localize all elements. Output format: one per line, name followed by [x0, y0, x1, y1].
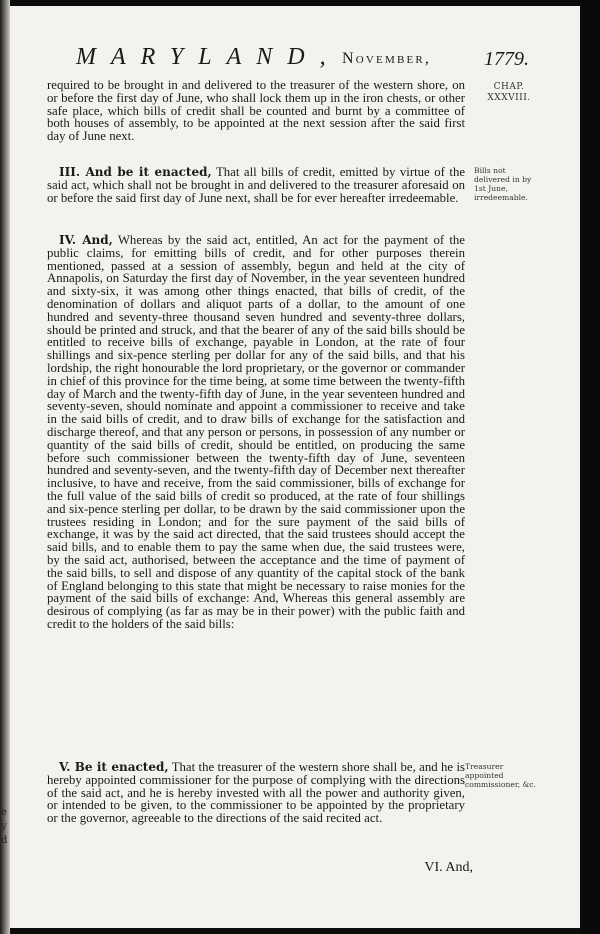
scan-border — [580, 0, 600, 934]
catchword: VI. And, — [424, 860, 473, 875]
running-header — [76, 44, 546, 74]
section-v — [47, 761, 465, 845]
header-title: MARYLAND, — [76, 44, 341, 70]
header-year: 1779. — [484, 48, 529, 70]
paragraph-continued: required to be brought in and delivered to the treasurer of the western shore, on or before the first day of June, who shall lock them up in the iron chests, or other safe place, which bills of credit shall be counted and burnt by a committee of both houses of assembly, to be appointed at the next session after the said first day of June next. — [47, 78, 465, 144]
header-month: November, — [342, 50, 432, 67]
section-iii — [47, 166, 465, 224]
chapter-sidenote: CHAP. XXXVIII. — [487, 82, 531, 103]
treasurer-sidenote: Treasurer appointed commissioner, &c. — [465, 762, 536, 789]
section-iv — [47, 234, 465, 746]
section-v-text: That the treasurer of the western shore shall be, and he is hereby appointed commissioner for the purpose of complying with the directions of the said act, and he is hereby invested with all the power and authority given, or intended to be given, to the commissioner to be appointed by the proprietary or the governor, agreeable to the directions of the said recited act. — [47, 760, 466, 826]
bills-sidenote: Bills not delivered in by 1st June, irredeemable. — [474, 166, 532, 202]
section-iii-text: That all bills of credit, emitted by virtue of the said act, which shall not be brought in and delivered to the treasurer aforesaid on or before the said first day of June next, shall be for ever hereafter irredeemable. — [47, 165, 466, 205]
section-iv-text: Whereas by the said act, entitled, An act for the payment of the public claims, for emitting bills of credit, and for other purposes therein mentioned, passed at a session of assembly, begun and held at the city of Annapolis, on Saturday the first day of November, in the year seventeen hundred and sixty-six, it was among other things enacted, that bills of credit, of the denomination of dollars and aliquot parts of a dollar, to the amount of one hundred and seventy-three thousand seven hundred and seventy-three dollars, should be printed and struck, and that the bearer of any of the said bills should be entitled to receive bills of exchange, payable in London, at the rate of four shillings and six-pence sterling per dollar for any of the said bills, and that his lordship, the right honourable the lord proprietary, or the governor or commander in chief of this province for the time being, at some time between the twenty-fifth day of March and the twenty-fifth day of June, in the year seventeen hundred and seventy-seven, should nominate and appoint a commissioner to receive and take in the said bills of credit, and to draw bills of exchange for the satisfaction and discharge thereof, and that any person or persons, in possession of any number or quantity of the said bills of credit, should be entitled, on producing the same before such commissioner between the twenty-fifth day of June, seventeen hundred and seventy-seven, and the twenty-fifth day of December next thereafter inclusive, to have and receive, from the said commissioner, bills of exchange for the full value of the said bills of credit so produced, at the rate of four shillings and six-pence sterling per dollar, to be drawn by the said commissioner upon the trustees residing in London; and for the sure payment of the said bills of exchange, it was by the said act directed, that the said trustees should accept the said bills, and to enable them to pay the same when due, the said trustees were, by the said act, authorised, between the acceptance and the time of payment of the said bills, to sell and dispose of any quantity of the capital stock of the bank of England belonging to this state that might be necessary to raise monies for the payment of the said bills of exchange: And, Whereas this general assembly are desirous of complying (as far as may be in their power) with the public faith and credit to the holders of the said bills: — [47, 233, 465, 631]
facing-page-edge-text: e y d — [1, 807, 8, 846]
book-binding-shadow — [0, 0, 10, 934]
section-iii-lead: III. And be it enacted, — [59, 165, 212, 179]
section-v-lead: V. Be it enacted, — [59, 760, 169, 774]
section-iv-lead: IV. And, — [59, 233, 113, 247]
